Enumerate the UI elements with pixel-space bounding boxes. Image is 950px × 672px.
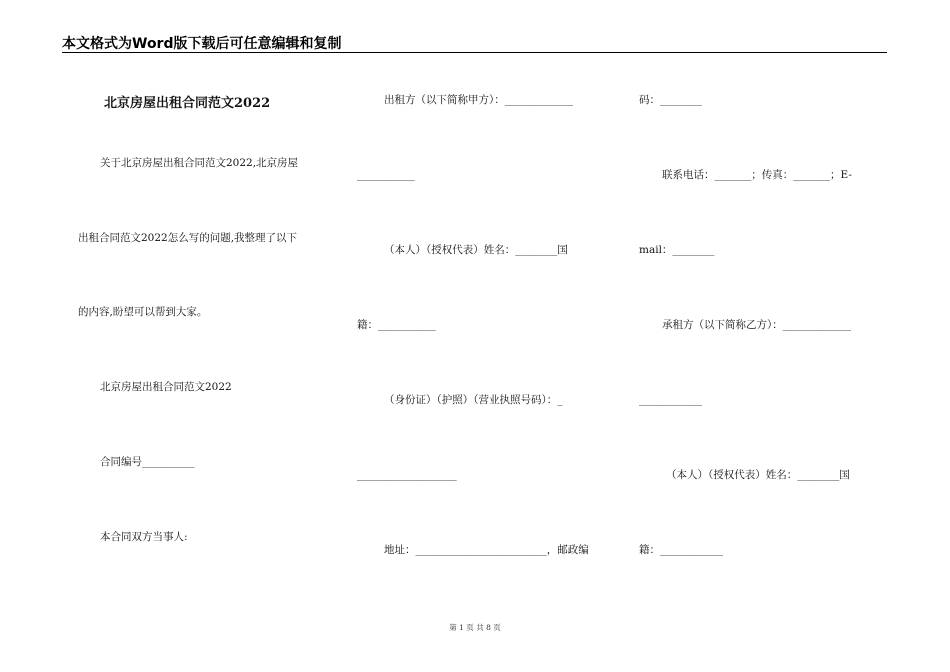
paragraph-line: 关于北京房屋出租合同范文2022,北京房屋 <box>100 157 299 169</box>
nationality-line: 籍：___________ <box>357 319 436 331</box>
address-line: 地址：_________________________，邮政编 <box>384 544 589 556</box>
lessee-name-line: （本人）（授权代表）姓名：________国 <box>666 469 850 481</box>
paragraph-line: 本合同双方当事人: <box>100 531 188 543</box>
document-header: 本文格式为Word版下载后可任意编辑和复制 <box>62 36 342 52</box>
email-line: mail：________ <box>639 244 715 256</box>
paragraph-line: 的内容,盼望可以帮到大家。 <box>78 306 208 318</box>
header-divider <box>62 52 887 53</box>
blank-line: ___________ <box>357 169 415 181</box>
blank-line: ___________________ <box>357 469 457 481</box>
lessee-line: 承租方（以下简称乙方）：_____________ <box>662 319 851 331</box>
id-number-line: （身份证）（护照）（营业执照号码）：_ <box>384 394 563 406</box>
paragraph-line: 出租合同范文2022怎么写的问题,我整理了以下 <box>78 232 298 244</box>
contract-number-line: 合同编号__________ <box>100 456 195 468</box>
paragraph-line: 北京房屋出租合同范文2022 <box>100 381 232 393</box>
postcode-line: 码：________ <box>639 94 702 106</box>
nationality-line: 籍：____________ <box>639 544 723 556</box>
lessor-line: 出租方（以下简称甲方）：_____________ <box>384 94 573 106</box>
contact-line: 联系电话：_______；传真：_______；E- <box>662 169 852 181</box>
document-title: 北京房屋出租合同范文2022 <box>104 96 271 111</box>
lessor-name-line: （本人）（授权代表）姓名：________国 <box>384 244 568 256</box>
page-number: 第 1 页 共 8 页 <box>449 623 501 632</box>
blank-line: ____________ <box>639 394 702 406</box>
